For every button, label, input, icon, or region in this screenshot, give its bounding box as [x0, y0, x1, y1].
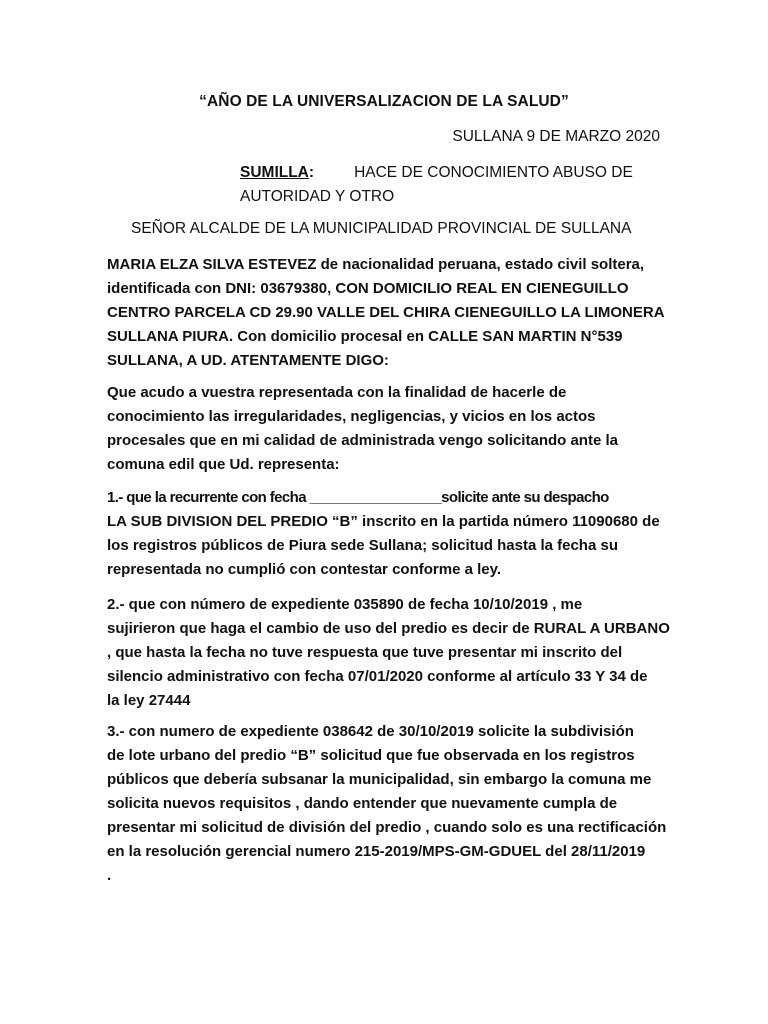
intro-line: SULLANA PIURA. Con domicilio procesal en CALLE SAN MARTIN N°539 [107, 328, 623, 345]
intro-line: MARIA ELZA SILVA ESTEVEZ de nacionalidad peruana, estado civil soltera, [107, 256, 645, 273]
addressee-line: SEÑOR ALCALDE DE LA MUNICIPALIDAD PROVINCIAL DE SULLANA [131, 220, 632, 237]
intro-line: CENTRO PARCELA CD 29.90 VALLE DEL CHIRA CIENEGUILLO LA LIMONERA [107, 304, 665, 321]
point-1-line: los registros públicos de Piura sede Sullana; solicitud hasta la fecha su [107, 537, 618, 554]
point-2-line: 2.- que con número de expediente 035890 de fecha 10/10/2019 , me [107, 596, 583, 613]
intro-paragraph [107, 253, 663, 373]
intro-line: identificada con DNI: 03679380, CON DOMICILIO REAL EN CIENEGUILLO [107, 280, 629, 297]
year-motto-heading: “AÑO DE LA UNIVERSALIZACION DE LA SALUD” [199, 93, 569, 110]
purpose-line: Que acudo a vuestra representada con la finalidad de hacerle de [107, 384, 567, 401]
point-2-line: , que hasta la fecha no tuve respuesta que tuve presentar mi inscrito del [107, 644, 623, 661]
sumilla-text-line1: HACE DE CONOCIMIENTO ABUSO DE [354, 164, 633, 181]
point-3-line: en la resolución gerencial numero 215-2019/MPS-GM-GDUEL del 28/11/2019 [107, 843, 646, 860]
sumilla-label: SUMILLA [240, 164, 309, 181]
point-3-line: de lote urbano del predio “B” solicitud que fue observada en los registros [107, 747, 635, 764]
point-2-line: la ley 27444 [107, 692, 191, 709]
point-3-line: . [107, 867, 112, 884]
sumilla-text-line2: AUTORIDAD Y OTRO [240, 188, 395, 205]
point-3-line: presentar mi solicitud de división del predio , cuando solo es una rectificación [107, 819, 667, 836]
point-1-line: representada no cumplió con contestar conforme a ley. [107, 561, 501, 578]
purpose-line: comuna edil que Ud. representa: [107, 456, 340, 473]
purpose-line: conocimiento las irregularidades, negligencias, y vicios en los actos [107, 408, 596, 425]
point-2-paragraph [107, 593, 670, 713]
document-date: SULLANA 9 DE MARZO 2020 [452, 128, 660, 145]
point-3-line: públicos que debería subsanar la municipalidad, sin embargo la comuna me [107, 771, 652, 788]
sumilla-separator: : [308, 164, 315, 181]
point-1-paragraph [107, 486, 663, 582]
point-3-paragraph [107, 720, 667, 888]
point-2-line: sujirieron que haga el cambio de uso del predio es decir de RURAL A URBANO [107, 620, 670, 637]
point-3-line: 3.- con numero de expediente 038642 de 30/10/2019 solicite la subdivisión [107, 723, 634, 740]
point-1-line: 1.- que la recurrente con fecha _________________solicite ante su despacho [107, 489, 609, 506]
sumilla-block [240, 161, 670, 209]
point-1-line: LA SUB DIVISION DEL PREDIO “B” inscrito en la partida número 11090680 de [107, 513, 660, 530]
purpose-line: procesales que en mi calidad de administrada vengo solicitando ante la [107, 432, 618, 449]
intro-line: SULLANA, A UD. ATENTAMENTE DIGO: [107, 352, 389, 369]
purpose-paragraph [107, 381, 663, 477]
point-2-line: silencio administrativo con fecha 07/01/2020 conforme al artículo 33 Y 34 de [107, 668, 648, 685]
point-3-line: solicita nuevos requisitos , dando entender que nuevamente cumpla de [107, 795, 618, 812]
